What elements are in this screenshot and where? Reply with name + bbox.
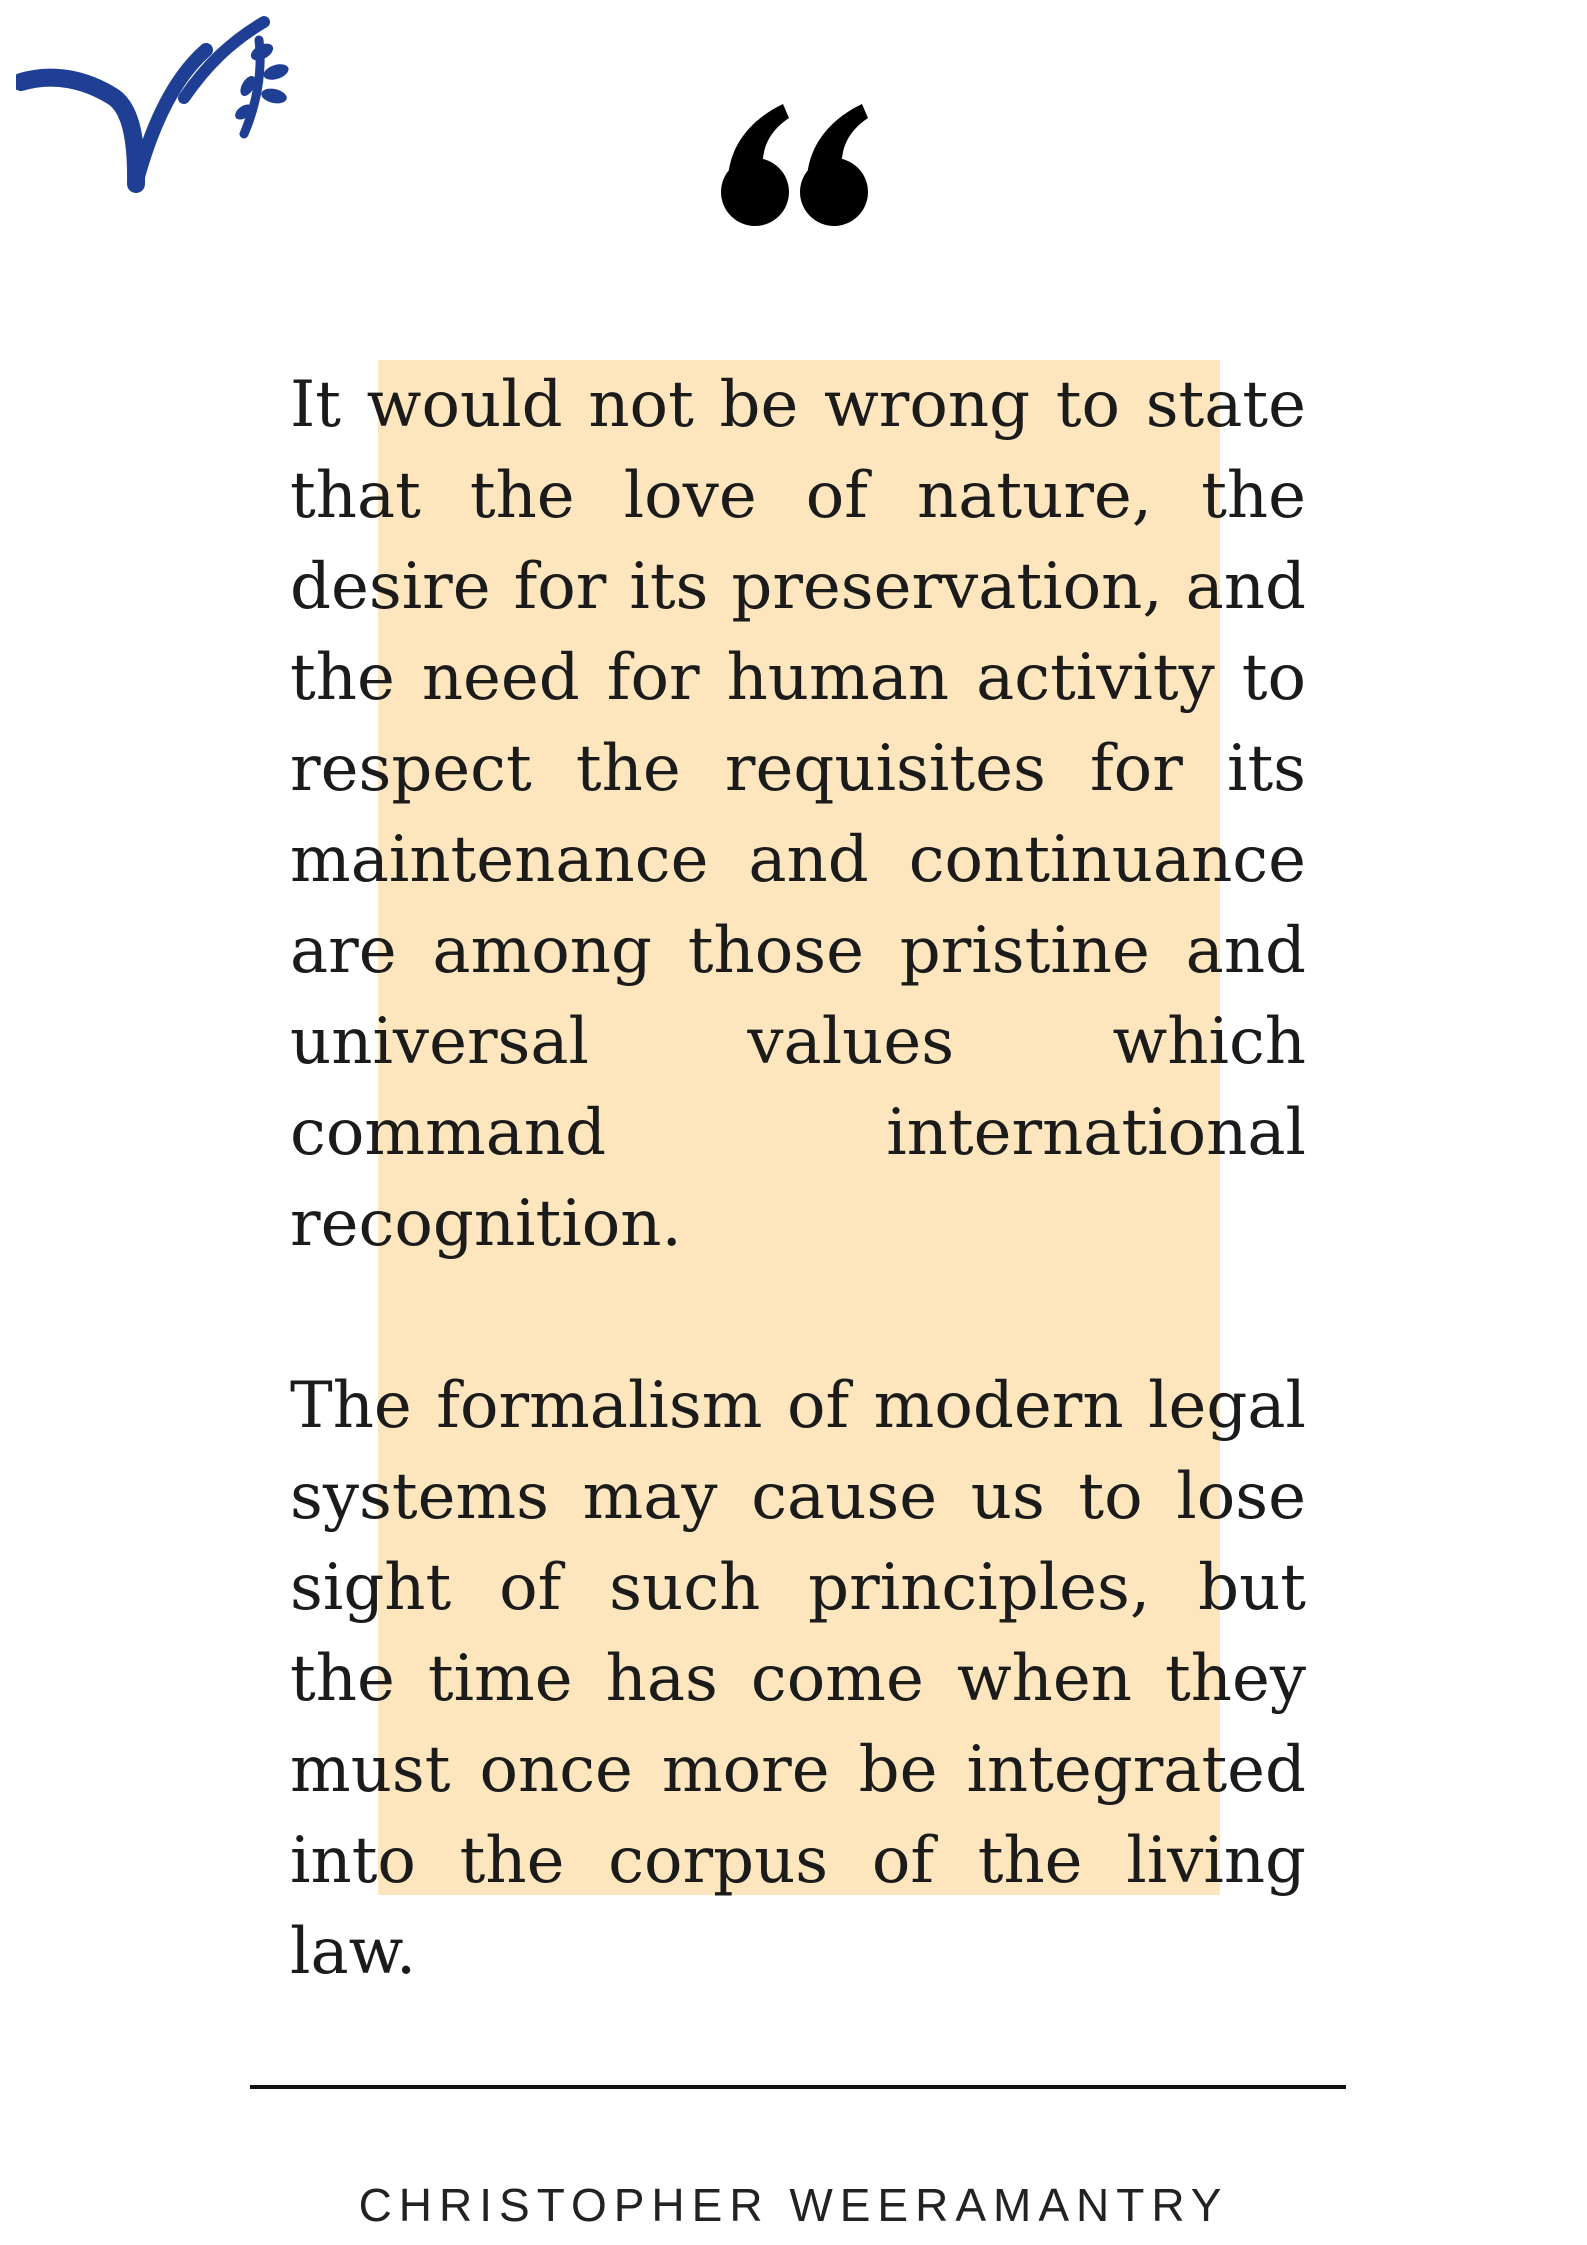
- double-quote-icon: [717, 100, 877, 230]
- divider-line: [250, 2085, 1346, 2089]
- leaf-monogram-logo: [16, 14, 298, 204]
- quote-paragraph-1: It would not be wrong to state that the love of nature, the desire for its preservation, and the need for human activity to respect the requisites for its maintenance and continuance are among those pristine and universal values which command international recognition.: [290, 368, 1306, 1261]
- quote-paragraph-2: The formalism of modern legal systems may cause us to lose sight of such principles, but the time has come when they must once more be integrated into the corpus of the living law.: [290, 1369, 1306, 1989]
- author-name: CHRISTOPHER WEERAMANTRY: [358, 2179, 1229, 2231]
- quote-text: [290, 360, 1306, 1998]
